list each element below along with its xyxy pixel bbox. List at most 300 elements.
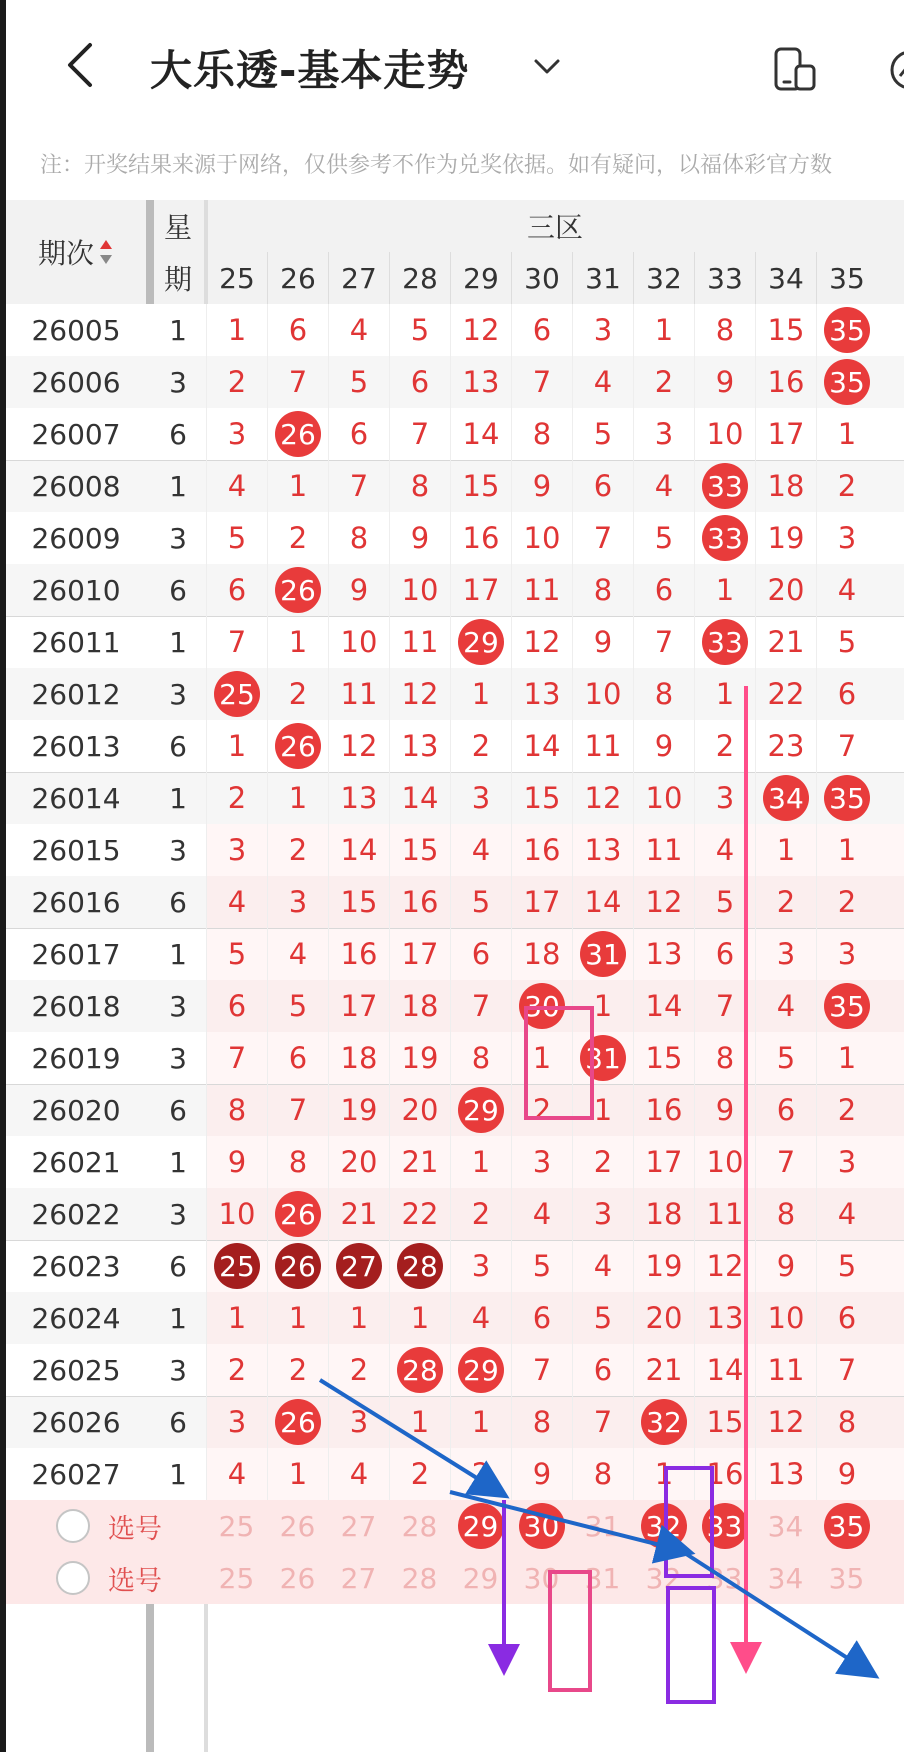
number-cell: [389, 824, 450, 876]
week-cell: 3: [169, 677, 187, 711]
number-value: 5: [837, 625, 857, 659]
select-number-29[interactable]: [450, 1500, 511, 1552]
number-value: 1: [593, 989, 613, 1023]
select-radio[interactable]: [56, 1509, 90, 1543]
number-value: 14: [584, 885, 622, 919]
number-value: 12: [645, 885, 683, 919]
number-cell: [389, 1240, 450, 1292]
number-cell: [206, 1344, 267, 1396]
number-cell: [328, 304, 389, 356]
number-value: 15: [462, 469, 500, 503]
number-cell: [816, 564, 877, 616]
period-cell: 26012: [31, 677, 121, 711]
number-value: 8: [532, 417, 552, 451]
number-cell: [816, 1136, 877, 1188]
number-cell: [450, 876, 511, 928]
number-value: 3: [837, 937, 857, 971]
number-value: 10: [218, 1197, 256, 1231]
number-cell: [694, 1136, 755, 1188]
number-value: 2: [288, 677, 308, 711]
number-value: 6: [288, 1041, 308, 1075]
number-value: 7: [288, 1093, 308, 1127]
number-header-31: 31: [572, 252, 633, 304]
number-cell: [389, 876, 450, 928]
number-value: 7: [227, 625, 247, 659]
number-value: 2: [593, 1145, 613, 1179]
select-radio[interactable]: [56, 1561, 90, 1595]
number-cell: [206, 720, 267, 772]
number-cell: [755, 980, 816, 1032]
page-title[interactable]: 大乐透-基本走势: [150, 46, 470, 95]
number-cell: [328, 1396, 389, 1448]
number-value: 1: [349, 1301, 369, 1335]
number-cell: [450, 616, 511, 668]
period-cell: 26010: [31, 573, 121, 607]
number-cell: [755, 1136, 816, 1188]
number-cell: [633, 356, 694, 408]
number-ball: 26: [275, 1243, 321, 1289]
number-value: 7: [593, 521, 613, 555]
number-value: 7: [776, 1145, 796, 1179]
number-value: 2: [227, 1353, 247, 1387]
number-cell: [816, 980, 877, 1032]
number-value: 3: [227, 833, 247, 867]
number-cell: [816, 616, 877, 668]
number-value: 6: [288, 313, 308, 347]
select-number-31[interactable]: [572, 1500, 633, 1552]
number-cell: [694, 356, 755, 408]
number-cell: [633, 668, 694, 720]
number-cell: [328, 1292, 389, 1344]
number-value: 8: [410, 469, 430, 503]
number-cell: [633, 1188, 694, 1240]
number-value: 4: [349, 313, 369, 347]
back-arrow-icon[interactable]: [60, 40, 100, 90]
number-cell: [511, 928, 572, 980]
number-cell: [206, 616, 267, 668]
number-value: 3: [227, 417, 247, 451]
number-cell: [633, 928, 694, 980]
select-number-value: 29: [462, 1561, 499, 1595]
number-value: 13: [401, 729, 439, 763]
number-value: 10: [523, 521, 561, 555]
number-cell: [328, 772, 389, 824]
number-value: 20: [767, 573, 805, 607]
select-number-28[interactable]: [389, 1500, 450, 1552]
number-value: 9: [227, 1145, 247, 1179]
number-value: 12: [584, 781, 622, 815]
number-value: 20: [645, 1301, 683, 1335]
number-cell: [816, 304, 877, 356]
select-label[interactable]: 选号: [108, 1565, 162, 1597]
number-value: 2: [837, 1093, 857, 1127]
number-cell: [816, 1292, 877, 1344]
number-cell: [572, 928, 633, 980]
number-cell: [328, 720, 389, 772]
number-cell: [267, 1136, 328, 1188]
number-cell: [206, 1136, 267, 1188]
number-value: 4: [593, 1249, 613, 1283]
number-cell: [389, 1448, 450, 1500]
number-cell: [572, 1292, 633, 1344]
number-cell: [389, 772, 450, 824]
select-number-35[interactable]: [816, 1500, 877, 1552]
number-value: 7: [532, 365, 552, 399]
number-value: 5: [288, 989, 308, 1023]
number-cell: [755, 1396, 816, 1448]
week-cell: 6: [169, 417, 187, 451]
selected-number-ball: 29: [458, 1503, 504, 1549]
number-cell: [755, 1032, 816, 1084]
number-value: 2: [776, 885, 796, 919]
number-value: 19: [767, 521, 805, 555]
number-cell: [450, 1084, 511, 1136]
number-value: 10: [401, 573, 439, 607]
number-cell: [755, 1240, 816, 1292]
period-cell: 26005: [31, 313, 121, 347]
select-number-27[interactable]: [328, 1552, 389, 1604]
selected-number-ball: 32: [641, 1503, 687, 1549]
number-value: 21: [767, 625, 805, 659]
select-number-33[interactable]: [694, 1552, 755, 1604]
number-cell: [816, 876, 877, 928]
number-value: 1: [288, 781, 308, 815]
number-value: 8: [837, 1405, 857, 1439]
number-cell: [633, 564, 694, 616]
number-cell: [633, 1032, 694, 1084]
number-ball: 29: [458, 619, 504, 665]
number-cell: [755, 1292, 816, 1344]
number-value: 13: [462, 365, 500, 399]
select-number-value: 27: [340, 1509, 377, 1543]
number-ball: 35: [824, 775, 870, 821]
number-ball: 31: [580, 1035, 626, 1081]
number-cell: [511, 1292, 572, 1344]
layout-toggle-icon[interactable]: [772, 44, 818, 94]
refresh-icon[interactable]: [878, 44, 904, 94]
week-header-top: 星: [163, 211, 192, 244]
number-header-26: 26: [267, 252, 328, 304]
number-cell: [206, 876, 267, 928]
number-cell: [328, 512, 389, 564]
period-cell: 26025: [31, 1353, 121, 1387]
number-cell: [328, 616, 389, 668]
select-number-30[interactable]: [511, 1552, 572, 1604]
number-value: 6: [227, 573, 247, 607]
number-cell: [633, 460, 694, 512]
number-cell: [206, 356, 267, 408]
number-cell: [633, 1448, 694, 1500]
number-cell: [694, 460, 755, 512]
number-ball: 33: [702, 463, 748, 509]
period-cell: 26009: [31, 521, 121, 555]
number-ball: 26: [275, 1191, 321, 1237]
number-value: 6: [837, 1301, 857, 1335]
number-value: 8: [471, 1041, 491, 1075]
number-value: 17: [645, 1145, 683, 1179]
number-cell: [450, 512, 511, 564]
number-value: 6: [776, 1093, 796, 1127]
number-value: 3: [349, 1405, 369, 1439]
period-cell: 26006: [31, 365, 121, 399]
number-cell: [816, 408, 877, 460]
number-value: 16: [523, 833, 561, 867]
number-cell: [755, 824, 816, 876]
select-number-33[interactable]: [694, 1500, 755, 1552]
number-cell: [816, 1344, 877, 1396]
select-number-26[interactable]: [267, 1500, 328, 1552]
number-cell: [572, 720, 633, 772]
number-value: 3: [593, 313, 613, 347]
period-cell: 26027: [31, 1457, 121, 1491]
number-value: 9: [593, 625, 613, 659]
trend-table: [6, 200, 904, 1752]
select-number-25[interactable]: [206, 1500, 267, 1552]
number-value: 2: [471, 1457, 491, 1491]
number-value: 3: [532, 1145, 552, 1179]
number-value: 7: [837, 729, 857, 763]
number-cell: [267, 1396, 328, 1448]
number-cell: [328, 1136, 389, 1188]
number-cell: [816, 668, 877, 720]
number-value: 5: [776, 1041, 796, 1075]
number-cell: [755, 772, 816, 824]
number-cell: [694, 616, 755, 668]
number-value: 3: [288, 885, 308, 919]
select-number-26[interactable]: [267, 1552, 328, 1604]
number-value: 4: [593, 365, 613, 399]
number-cell: [633, 1292, 694, 1344]
number-value: 13: [706, 1301, 744, 1335]
number-cell: [694, 980, 755, 1032]
select-number-value: 32: [645, 1561, 682, 1595]
number-value: 2: [471, 729, 491, 763]
period-cell: 26011: [31, 625, 121, 659]
number-cell: [511, 772, 572, 824]
select-label[interactable]: 选号: [108, 1513, 162, 1545]
number-cell: [755, 1344, 816, 1396]
number-value: 1: [288, 469, 308, 503]
number-cell: [511, 616, 572, 668]
number-cell: [206, 772, 267, 824]
number-value: 9: [837, 1457, 857, 1491]
week-cell: 6: [169, 573, 187, 607]
number-cell: [572, 1344, 633, 1396]
number-cell: [267, 1448, 328, 1500]
number-cell: [267, 876, 328, 928]
number-cell: [206, 564, 267, 616]
period-cell: 26026: [31, 1405, 121, 1439]
number-cell: [755, 1084, 816, 1136]
sort-icon[interactable]: [98, 237, 114, 267]
number-cell: [694, 1032, 755, 1084]
number-value: 23: [767, 729, 805, 763]
number-value: 2: [654, 365, 674, 399]
week-cell: 6: [169, 1249, 187, 1283]
number-value: 16: [767, 365, 805, 399]
select-number-value: 28: [401, 1561, 438, 1595]
number-cell: [389, 512, 450, 564]
number-cell: [206, 824, 267, 876]
period-header[interactable]: [6, 200, 146, 304]
number-cell: [389, 616, 450, 668]
select-number-25[interactable]: [206, 1552, 267, 1604]
number-value: 3: [837, 1145, 857, 1179]
number-value: 12: [706, 1249, 744, 1283]
number-cell: [389, 980, 450, 1032]
number-value: 9: [532, 469, 552, 503]
number-value: 1: [715, 677, 735, 711]
number-value: 22: [401, 1197, 439, 1231]
week-cell: 1: [169, 1301, 187, 1335]
period-cell: 26020: [31, 1093, 121, 1127]
number-ball: 33: [702, 515, 748, 561]
number-value: 3: [227, 1405, 247, 1439]
number-value: 3: [593, 1197, 613, 1231]
period-cell: 26024: [31, 1301, 121, 1335]
number-value: 1: [532, 1041, 552, 1075]
number-value: 2: [837, 885, 857, 919]
number-value: 8: [593, 573, 613, 607]
number-value: 1: [288, 1457, 308, 1491]
number-value: 11: [340, 677, 378, 711]
number-value: 17: [401, 937, 439, 971]
number-cell: [694, 408, 755, 460]
number-cell: [633, 876, 694, 928]
number-value: 4: [837, 573, 857, 607]
number-value: 7: [715, 989, 735, 1023]
number-cell: [694, 1084, 755, 1136]
number-value: 4: [837, 1197, 857, 1231]
number-value: 6: [837, 677, 857, 711]
number-value: 14: [523, 729, 561, 763]
select-number-34[interactable]: [755, 1552, 816, 1604]
select-number-31[interactable]: [572, 1552, 633, 1604]
number-cell: [816, 1084, 877, 1136]
number-value: 3: [471, 781, 491, 815]
number-cell: [389, 1344, 450, 1396]
number-value: 9: [410, 521, 430, 555]
week-cell: 3: [169, 521, 187, 555]
number-cell: [816, 356, 877, 408]
number-cell: [572, 460, 633, 512]
number-cell: [328, 564, 389, 616]
number-cell: [572, 564, 633, 616]
number-cell: [328, 1188, 389, 1240]
number-cell: [694, 1396, 755, 1448]
number-cell: [206, 1292, 267, 1344]
number-value: 2: [227, 365, 247, 399]
number-value: 22: [767, 677, 805, 711]
number-cell: [206, 1084, 267, 1136]
number-cell: [328, 1344, 389, 1396]
select-number-30[interactable]: [511, 1500, 572, 1552]
number-cell: [267, 1240, 328, 1292]
number-cell: [572, 1136, 633, 1188]
number-cell: [694, 1448, 755, 1500]
number-cell: [511, 1396, 572, 1448]
week-cell: 1: [169, 313, 187, 347]
number-ball: 28: [397, 1243, 443, 1289]
number-value: 12: [340, 729, 378, 763]
period-cell: 26008: [31, 469, 121, 503]
number-cell: [389, 1188, 450, 1240]
number-value: 8: [593, 1457, 613, 1491]
number-value: 5: [593, 1301, 613, 1335]
period-cell: 26015: [31, 833, 121, 867]
number-value: 8: [654, 677, 674, 711]
select-number-32[interactable]: [633, 1552, 694, 1604]
period-header-label: 期次: [37, 237, 94, 270]
number-value: 5: [593, 417, 613, 451]
select-number-32[interactable]: [633, 1500, 694, 1552]
select-number-34[interactable]: [755, 1500, 816, 1552]
number-cell: [450, 1344, 511, 1396]
select-number-28[interactable]: [389, 1552, 450, 1604]
number-cell: [511, 980, 572, 1032]
select-number-value: 34: [767, 1561, 804, 1595]
number-value: 11: [523, 573, 561, 607]
chevron-down-icon[interactable]: [530, 52, 564, 82]
number-cell: [450, 1396, 511, 1448]
number-cell: [389, 1084, 450, 1136]
number-value: 18: [645, 1197, 683, 1231]
number-cell: [389, 1136, 450, 1188]
number-value: 9: [349, 573, 369, 607]
zone-header: 三区: [526, 211, 583, 244]
number-cell: [450, 1292, 511, 1344]
number-cell: [389, 460, 450, 512]
week-cell: 3: [169, 1197, 187, 1231]
week-cell: 6: [169, 885, 187, 919]
number-value: 15: [706, 1405, 744, 1439]
select-number-27[interactable]: [328, 1500, 389, 1552]
select-number-29[interactable]: [450, 1552, 511, 1604]
week-cell: 6: [169, 729, 187, 763]
select-number-35[interactable]: [816, 1552, 877, 1604]
number-cell: [633, 824, 694, 876]
number-value: 6: [715, 937, 735, 971]
number-value: 5: [654, 521, 674, 555]
number-value: 20: [401, 1093, 439, 1127]
number-value: 5: [349, 365, 369, 399]
number-ball: 28: [397, 1347, 443, 1393]
disclaimer-notice: 注：开奖结果来源于网络，仅供参考不作为兑奖依据。如有疑问，以福体彩官方数: [40, 153, 833, 178]
week-header-bottom: 期: [163, 263, 192, 296]
number-value: 11: [645, 833, 683, 867]
week-cell: 6: [169, 1405, 187, 1439]
number-header-32: 32: [633, 252, 694, 304]
number-value: 6: [227, 989, 247, 1023]
number-cell: [267, 356, 328, 408]
number-ball: 34: [763, 775, 809, 821]
number-cell: [328, 668, 389, 720]
number-cell: [633, 1240, 694, 1292]
number-cell: [389, 1032, 450, 1084]
number-cell: [511, 1084, 572, 1136]
select-number-value: 31: [584, 1561, 621, 1595]
number-cell: [389, 720, 450, 772]
week-cell: 1: [169, 1145, 187, 1179]
week-cell: 1: [169, 937, 187, 971]
number-cell: [633, 1396, 694, 1448]
number-header-33: 33: [694, 252, 755, 304]
period-cell: 26021: [31, 1145, 121, 1179]
number-cell: [267, 668, 328, 720]
number-cell: [633, 1344, 694, 1396]
period-cell: 26014: [31, 781, 121, 815]
select-number-value: 25: [218, 1509, 255, 1543]
